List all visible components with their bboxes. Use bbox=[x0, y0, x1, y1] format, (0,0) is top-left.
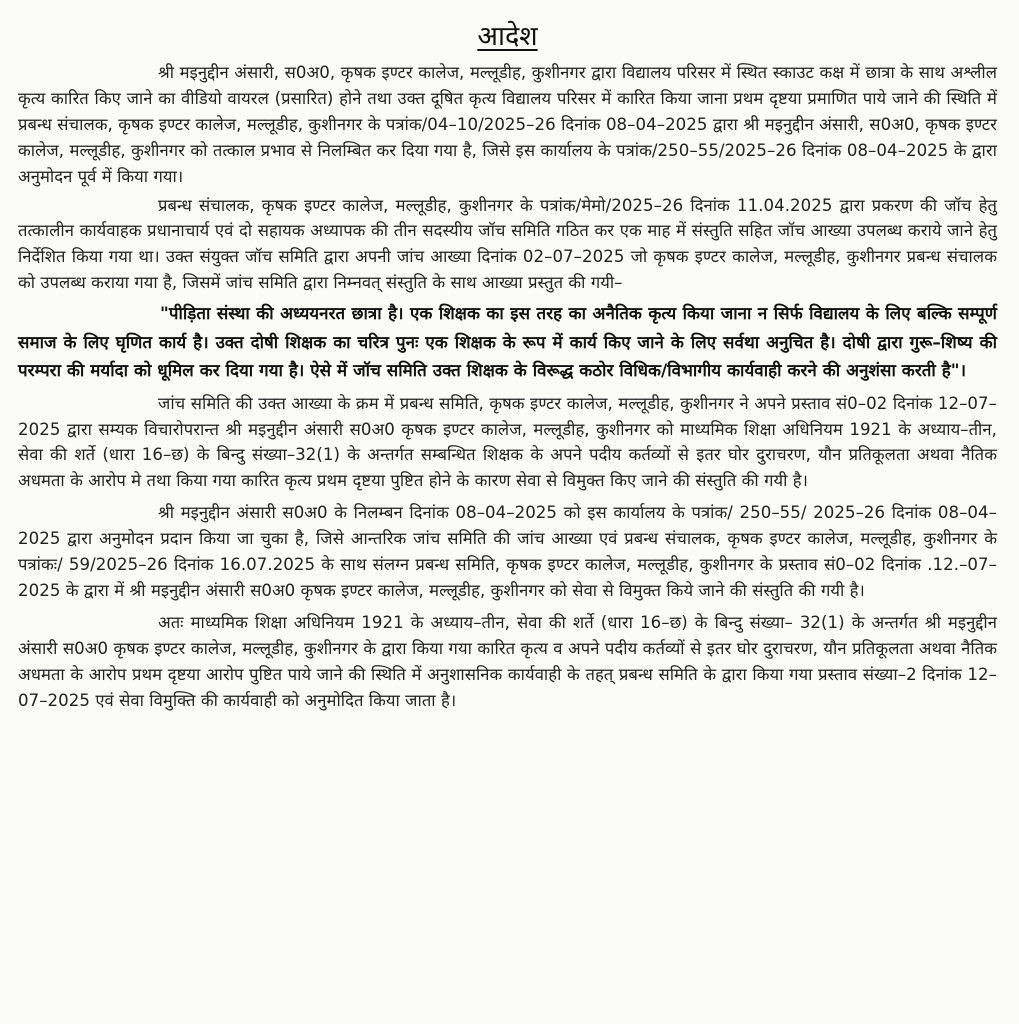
paragraph-management-resolution: जांच समिति की उक्त आख्या के क्रम में प्रबन्ध समिति, कृषक इण्टर कालेज, मल्लूडीह, कुशीनगर ने अपने प्रस्ताव सं0–02 दिनांक 12–07–2025 द्वारा सम्यक विचारोपरान्त श्री मइनुद्दीन अंसारी स0अ0 कृषक इण्टर कालेज, मल्लूडीह, कुशीनगर को माध्यमिक शिक्षा अधिनियम 1921 के अध्याय–तीन, सेवा की शर्ते (धारा 16–छ) के बिन्दु संख्या–32(1) के अन्तर्गत सम्बन्धित शिक्षक के अपने पदीय कर्तव्यों से इतर घोर दुराचरण, यौन प्रतिकूलता अथवा नैतिक अधमता के आरोप मे तथा किया गया कारित कृत्य प्रथम दृष्टया पुष्टित होने के कारण सेवा से विमुक्त किए जाने की संस्तुति की गयी है। bbox=[18, 393, 997, 491]
paragraph-final-order: अतः माध्यमिक शिक्षा अधिनियम 1921 के अध्याय–तीन, सेवा की शर्ते (धारा 16–छ) के बिन्दु संख्या– 32(1) के अन्तर्गत श्री मइनुद्दीन अंसारी स0अ0 कृषक इण्टर कालेज, मल्लूडीह, कुशीनगर के द्वारा किया गया कारित कृत्य व अपने पदीय कर्तव्यों से इतर घोर दुराचरण, यौन प्रतिकूलता अथवा नैतिक अधमता के आरोप प्रथम दृष्टया आरोप पुष्टित पाये जाने की स्थिति में अनुशासनिक कार्यवाही के तहत् प्रबन्ध समिति के द्वारा किया गया प्रस्ताव संख्या–2 दिनांक 12–07–2025 एवं सेवा विमुक्ति की कार्यवाही को अनुमोदित किया जाता है। bbox=[18, 612, 997, 710]
paragraph-inquiry-committee: प्रबन्ध संचालक, कृषक इण्टर कालेज, मल्लूडीह, कुशीनगर के पत्रांक/मेमो/2025–26 दिनांक 11.04.2025 द्वारा प्रकरण की जॉच हेतु तत्कालीन कार्यवाहक प्रधानाचार्य एवं दो सहायक अध्यापक की तीन सदस्यीय जॉच समिति गठित कर एक माह में संस्तुति सहित जॉच आख्या उपलब्ध कराये जाने हेतु निर्देशित किया गया था। उक्त संयुक्त जॉच समिति द्वारा अपनी जांच आख्या दिनांक 02–07–2025 जो कृषक इण्टर कालेज, मल्लूडीह, कुशीनगर प्रबन्ध संचालक को उपलब्ध कराया गया है, जिसमें जांच समिति द्वारा निम्नवत् संस्तुति के साथ आख्या प्रस्तुत की गयी– bbox=[18, 195, 997, 293]
quoted-committee-recommendation: "पीड़िता संस्था की अध्ययनरत छात्रा है। एक शिक्षक का इस तरह का अनैतिक कृत्य किया जाना न सिर्फ विद्यालय के लिए बल्कि सम्पूर्ण समाज के लिए घृणित कार्य है। उक्त दोषी शिक्षक का चरित्र पुनः एक शिक्षक के रूप में कार्य किए जाने के लिए सर्वथा अनुचित है। दोषी द्वारा गुरू–शिष्य की परम्परा की मर्यादा को धूमिल कर दिया गया है। ऐसे में जॉच समिति उक्त शिक्षक के विरूद्ध कठोर विधिक/विभागीय कार्यवाही करने की अनुशंसा करती है"। bbox=[18, 303, 997, 381]
paragraph-suspension: श्री मइनुद्दीन अंसारी, स0अ0, कृषक इण्टर कालेज, मल्लूडीह, कुशीनगर द्वारा विद्यालय परिसर में स्थित स्काउट कक्ष में छात्रा के साथ अश्लील कृत्य कारित किए जाने का वीडियो वायरल (प्रसारित) होने तथा उक्त दूषित कृत्य विद्यालय परिसर में कारित किया जाना प्रथम दृष्टया प्रमाणित पाये जाने की स्थिति में प्रबन्ध संचालक, कृषक इण्टर कालेज, मल्लूडीह, कुशीनगर के पत्रांक/04–10/2025–26 दिनांक 08–04–2025 द्वारा श्री मइनुद्दीन अंसारी, स0अ0, कृषक इण्टर कालेज, मल्लूडीह, कुशीनगर को तत्काल प्रभाव से निलम्बित कर दिया गया है, जिसे इस कार्यालय के पत्रांक/250–55/2025–26 दिनांक 08–04–2025 के द्वारा अनुमोदन पूर्व में किया गया। bbox=[18, 63, 997, 186]
paragraph-approval-history: श्री मइनुद्दीन अंसारी स0अ0 के निलम्बन दिनांक 08–04–2025 को इस कार्यालय के पत्रांक/ 250–55/ 2025–26 दिनांक 08–04–2025 द्वारा अनुमोदन प्रदान किया जा चुका है, जिसे आन्तरिक जांच समिति की जांच आख्या एवं प्रबन्ध संचालक, कृषक इण्टर कालेज, मल्लूडीह, कुशीनगर के पत्रांकः/ 59/2025–26 दिनांक 16.07.2025 के साथ संलग्न प्रबन्ध समिति, कृषक इण्टर कालेज, मल्लूडीह, कुशीनगर के प्रस्ताव सं0–02 दिनांक .12.–07–2025 के द्वारा में श्री मइनुद्दीन अंसारी स0अ0 कृषक इण्टर कालेज, मल्लूडीह, कुशीनगर को सेवा से विमुक्त किये जाने की संस्तुति की गयी है। bbox=[18, 503, 997, 600]
document-title: आदेश bbox=[477, 21, 538, 52]
